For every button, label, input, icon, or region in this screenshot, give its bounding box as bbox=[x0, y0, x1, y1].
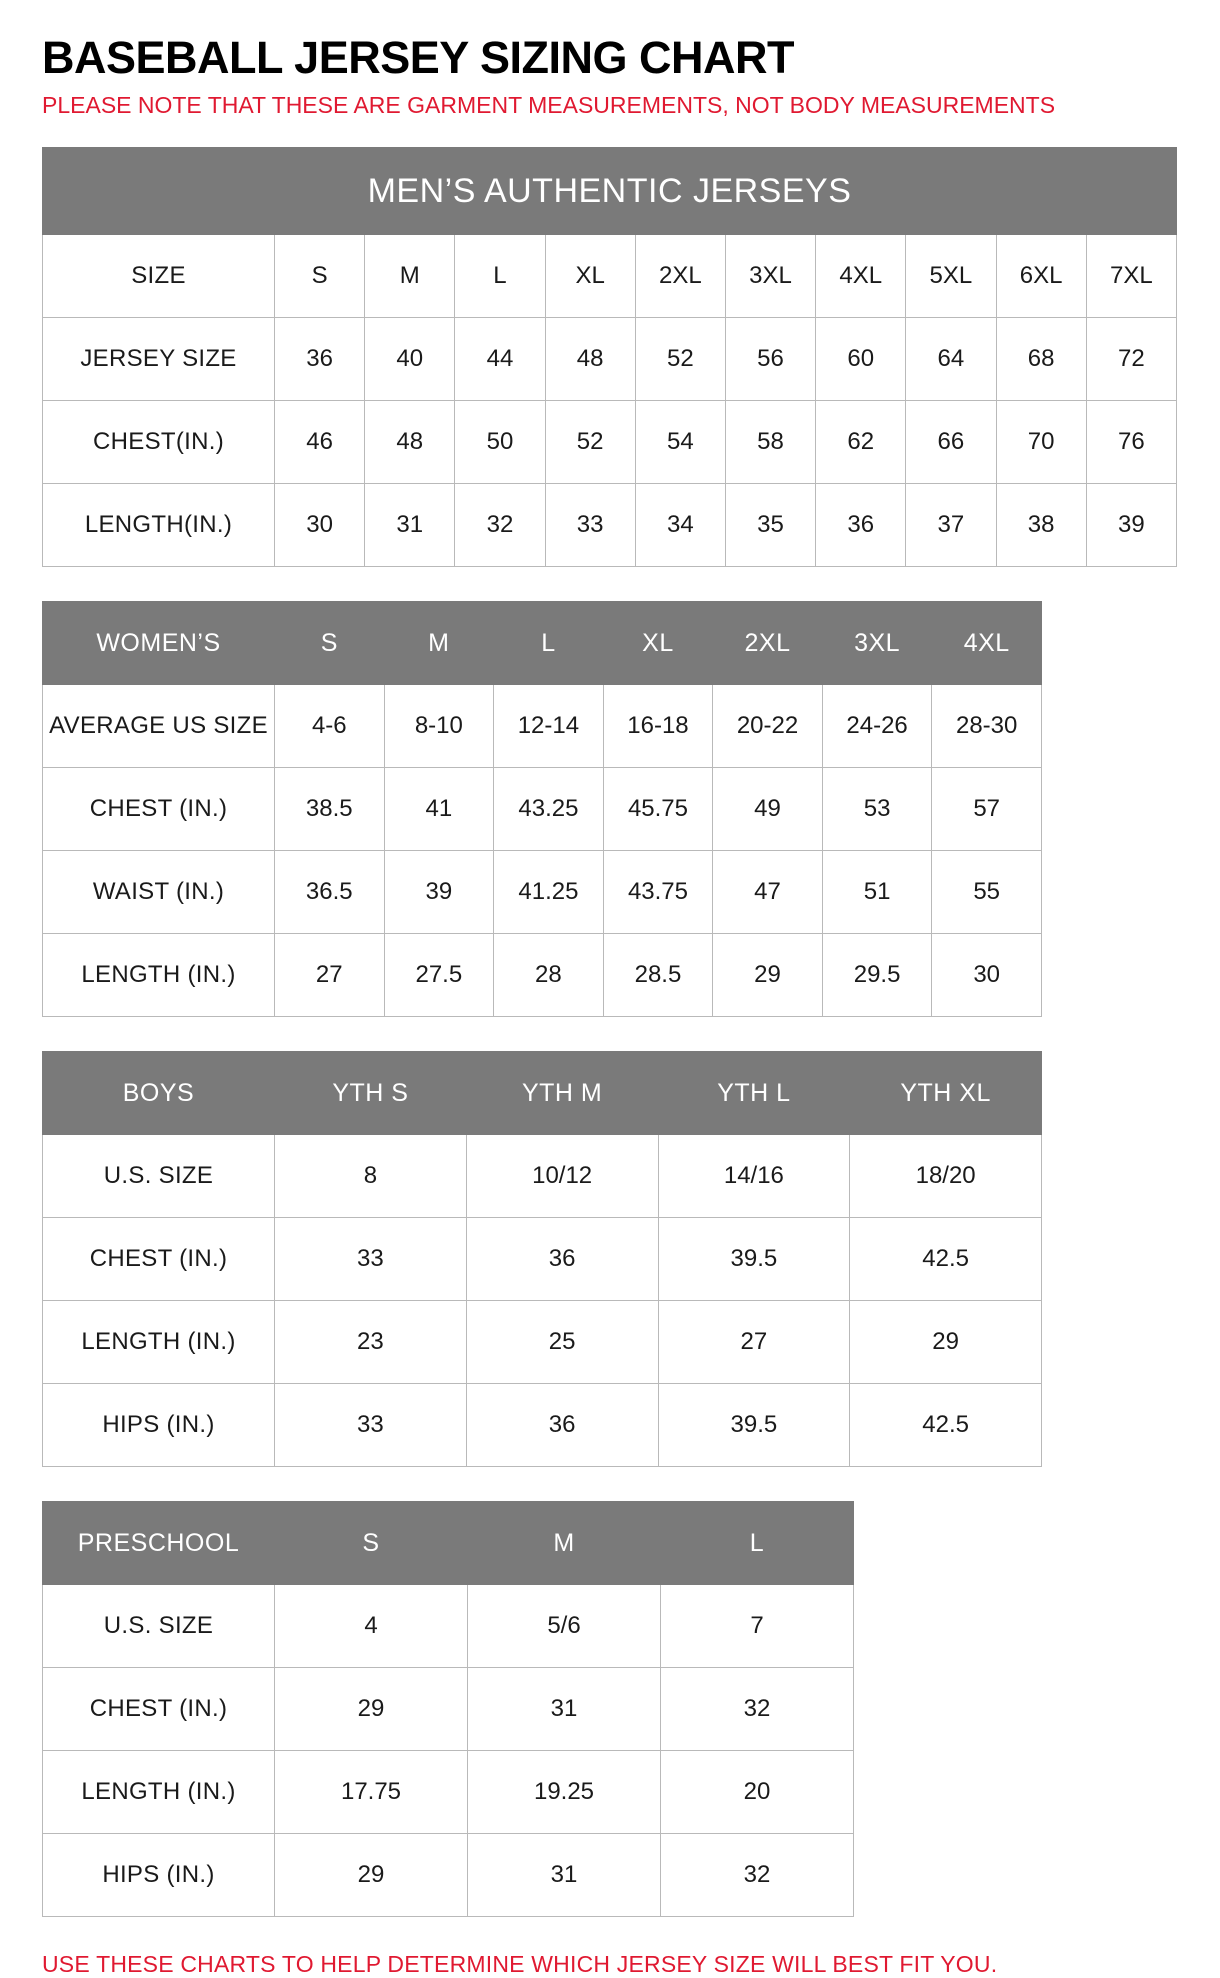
table-cell: 25 bbox=[466, 1301, 658, 1384]
table-cell: 58 bbox=[725, 401, 815, 484]
table-cell: 52 bbox=[545, 401, 635, 484]
table-cell: 32 bbox=[455, 484, 545, 567]
column-header: YTH S bbox=[275, 1052, 467, 1135]
table-cell: 39 bbox=[384, 851, 494, 934]
table-cell: 76 bbox=[1086, 401, 1176, 484]
preschool-sizing-table bbox=[42, 1501, 854, 1917]
row-label: U.S. SIZE bbox=[43, 1585, 275, 1668]
table-row bbox=[43, 1301, 1042, 1384]
table-cell: 48 bbox=[545, 318, 635, 401]
table-cell: 35 bbox=[725, 484, 815, 567]
table-cell: 36 bbox=[466, 1384, 658, 1467]
table-cell: 32 bbox=[661, 1668, 854, 1751]
table-cell: 27.5 bbox=[384, 934, 494, 1017]
row-label: AVERAGE US SIZE bbox=[43, 685, 275, 768]
table-cell: 28.5 bbox=[603, 934, 713, 1017]
row-label: CHEST(IN.) bbox=[43, 401, 275, 484]
table-cell: 29.5 bbox=[822, 934, 932, 1017]
table-cell: 23 bbox=[275, 1301, 467, 1384]
table-cell: 42.5 bbox=[850, 1384, 1042, 1467]
column-header: 3XL bbox=[822, 602, 932, 685]
row-label: JERSEY SIZE bbox=[43, 318, 275, 401]
table-cell: M bbox=[365, 235, 455, 318]
table-row bbox=[43, 851, 1042, 934]
table-cell: 24-26 bbox=[822, 685, 932, 768]
column-header: S bbox=[275, 602, 385, 685]
table-cell: 31 bbox=[365, 484, 455, 567]
row-label: CHEST (IN.) bbox=[43, 768, 275, 851]
table-cell: 36 bbox=[816, 484, 906, 567]
mens-table-banner-row bbox=[43, 148, 1177, 235]
table-cell: 68 bbox=[996, 318, 1086, 401]
table-cell: 64 bbox=[906, 318, 996, 401]
row-label: SIZE bbox=[43, 235, 275, 318]
table-row bbox=[43, 484, 1177, 567]
table-cell: 7 bbox=[661, 1585, 854, 1668]
boys-header-label: BOYS bbox=[43, 1052, 275, 1135]
table-row bbox=[43, 1834, 854, 1917]
table-cell: 51 bbox=[822, 851, 932, 934]
table-cell: 4-6 bbox=[275, 685, 385, 768]
table-cell: 57 bbox=[932, 768, 1042, 851]
table-cell: 4 bbox=[275, 1585, 468, 1668]
row-label: LENGTH (IN.) bbox=[43, 1751, 275, 1834]
table-cell: 60 bbox=[816, 318, 906, 401]
table-cell: S bbox=[275, 235, 365, 318]
table-cell: 50 bbox=[455, 401, 545, 484]
womens-header-row bbox=[43, 602, 1042, 685]
table-cell: 6XL bbox=[996, 235, 1086, 318]
table-cell: 29 bbox=[275, 1834, 468, 1917]
column-header: M bbox=[468, 1502, 661, 1585]
table-cell: 28-30 bbox=[932, 685, 1042, 768]
table-cell: 8-10 bbox=[384, 685, 494, 768]
row-label: WAIST (IN.) bbox=[43, 851, 275, 934]
measurement-disclaimer: PLEASE NOTE THAT THESE ARE GARMENT MEASUREMENTS, NOT BODY MEASUREMENTS bbox=[42, 92, 1056, 119]
table-cell: 29 bbox=[713, 934, 823, 1017]
boys-sizing-table bbox=[42, 1051, 1042, 1467]
mens-sizing-table bbox=[42, 147, 1177, 567]
table-cell: 43.75 bbox=[603, 851, 713, 934]
table-cell: 3XL bbox=[725, 235, 815, 318]
table-cell: 40 bbox=[365, 318, 455, 401]
table-cell: 45.75 bbox=[603, 768, 713, 851]
column-header: M bbox=[384, 602, 494, 685]
table-cell: 29 bbox=[275, 1668, 468, 1751]
table-row bbox=[43, 1135, 1042, 1218]
table-row bbox=[43, 1668, 854, 1751]
table-cell: 48 bbox=[365, 401, 455, 484]
table-row bbox=[43, 1218, 1042, 1301]
row-label: LENGTH (IN.) bbox=[43, 1301, 275, 1384]
table-cell: 38.5 bbox=[275, 768, 385, 851]
table-cell: 18/20 bbox=[850, 1135, 1042, 1218]
table-cell: 33 bbox=[275, 1218, 467, 1301]
table-cell: 31 bbox=[468, 1668, 661, 1751]
column-header: S bbox=[275, 1502, 468, 1585]
table-cell: 47 bbox=[713, 851, 823, 934]
preschool-header-label: PRESCHOOL bbox=[43, 1502, 275, 1585]
table-cell: 52 bbox=[635, 318, 725, 401]
table-cell: 33 bbox=[275, 1384, 467, 1467]
table-cell: 49 bbox=[713, 768, 823, 851]
table-cell: 29 bbox=[850, 1301, 1042, 1384]
table-cell: 34 bbox=[635, 484, 725, 567]
table-cell: 44 bbox=[455, 318, 545, 401]
table-cell: 66 bbox=[906, 401, 996, 484]
table-row bbox=[43, 768, 1042, 851]
boys-header-row bbox=[43, 1052, 1042, 1135]
table-cell: 30 bbox=[275, 484, 365, 567]
table-cell: 55 bbox=[932, 851, 1042, 934]
table-cell: 2XL bbox=[635, 235, 725, 318]
table-row bbox=[43, 401, 1177, 484]
table-cell: 5/6 bbox=[468, 1585, 661, 1668]
table-cell: 17.75 bbox=[275, 1751, 468, 1834]
table-cell: 12-14 bbox=[494, 685, 604, 768]
table-cell: 54 bbox=[635, 401, 725, 484]
table-row bbox=[43, 934, 1042, 1017]
table-row bbox=[43, 235, 1177, 318]
table-cell: 28 bbox=[494, 934, 604, 1017]
row-label: CHEST (IN.) bbox=[43, 1218, 275, 1301]
table-row bbox=[43, 1384, 1042, 1467]
row-label: U.S. SIZE bbox=[43, 1135, 275, 1218]
mens-table-banner: MEN’S AUTHENTIC JERSEYS bbox=[43, 148, 1177, 235]
table-cell: 53 bbox=[822, 768, 932, 851]
page-title: BASEBALL JERSEY SIZING CHART bbox=[42, 32, 794, 83]
column-header: YTH XL bbox=[850, 1052, 1042, 1135]
table-cell: 16-18 bbox=[603, 685, 713, 768]
table-cell: 41.25 bbox=[494, 851, 604, 934]
table-row bbox=[43, 318, 1177, 401]
table-cell: 70 bbox=[996, 401, 1086, 484]
table-cell: 37 bbox=[906, 484, 996, 567]
table-cell: 42.5 bbox=[850, 1218, 1042, 1301]
table-cell: 36 bbox=[466, 1218, 658, 1301]
table-cell: 7XL bbox=[1086, 235, 1176, 318]
column-header: XL bbox=[603, 602, 713, 685]
table-cell: 20 bbox=[661, 1751, 854, 1834]
table-cell: 8 bbox=[275, 1135, 467, 1218]
row-label: CHEST (IN.) bbox=[43, 1668, 275, 1751]
column-header: 4XL bbox=[932, 602, 1042, 685]
table-cell: 10/12 bbox=[466, 1135, 658, 1218]
table-cell: 39.5 bbox=[658, 1384, 850, 1467]
row-label: LENGTH(IN.) bbox=[43, 484, 275, 567]
table-cell: 36 bbox=[275, 318, 365, 401]
table-cell: 20-22 bbox=[713, 685, 823, 768]
table-row bbox=[43, 1585, 854, 1668]
table-cell: 39.5 bbox=[658, 1218, 850, 1301]
table-cell: 27 bbox=[658, 1301, 850, 1384]
womens-header-label: WOMEN’S bbox=[43, 602, 275, 685]
table-cell: 39 bbox=[1086, 484, 1176, 567]
table-cell: 56 bbox=[725, 318, 815, 401]
table-row bbox=[43, 1751, 854, 1834]
womens-sizing-table bbox=[42, 601, 1042, 1017]
table-cell: 4XL bbox=[816, 235, 906, 318]
table-cell: 32 bbox=[661, 1834, 854, 1917]
preschool-header-row bbox=[43, 1502, 854, 1585]
table-cell: 38 bbox=[996, 484, 1086, 567]
table-cell: 46 bbox=[275, 401, 365, 484]
table-cell: 5XL bbox=[906, 235, 996, 318]
column-header: L bbox=[494, 602, 604, 685]
table-cell: 19.25 bbox=[468, 1751, 661, 1834]
table-cell: 14/16 bbox=[658, 1135, 850, 1218]
row-label: HIPS (IN.) bbox=[43, 1834, 275, 1917]
table-cell: 43.25 bbox=[494, 768, 604, 851]
table-cell: 33 bbox=[545, 484, 635, 567]
column-header: L bbox=[661, 1502, 854, 1585]
row-label: HIPS (IN.) bbox=[43, 1384, 275, 1467]
table-cell: 72 bbox=[1086, 318, 1176, 401]
column-header: YTH M bbox=[466, 1052, 658, 1135]
column-header: 2XL bbox=[713, 602, 823, 685]
table-cell: L bbox=[455, 235, 545, 318]
table-row bbox=[43, 685, 1042, 768]
table-cell: 36.5 bbox=[275, 851, 385, 934]
row-label: LENGTH (IN.) bbox=[43, 934, 275, 1017]
table-cell: 27 bbox=[275, 934, 385, 1017]
table-cell: 31 bbox=[468, 1834, 661, 1917]
table-cell: 41 bbox=[384, 768, 494, 851]
table-cell: 62 bbox=[816, 401, 906, 484]
column-header: YTH L bbox=[658, 1052, 850, 1135]
table-cell: 30 bbox=[932, 934, 1042, 1017]
table-cell: XL bbox=[545, 235, 635, 318]
footer-note: USE THESE CHARTS TO HELP DETERMINE WHICH JERSEY SIZE WILL BEST FIT YOU. bbox=[42, 1951, 998, 1978]
